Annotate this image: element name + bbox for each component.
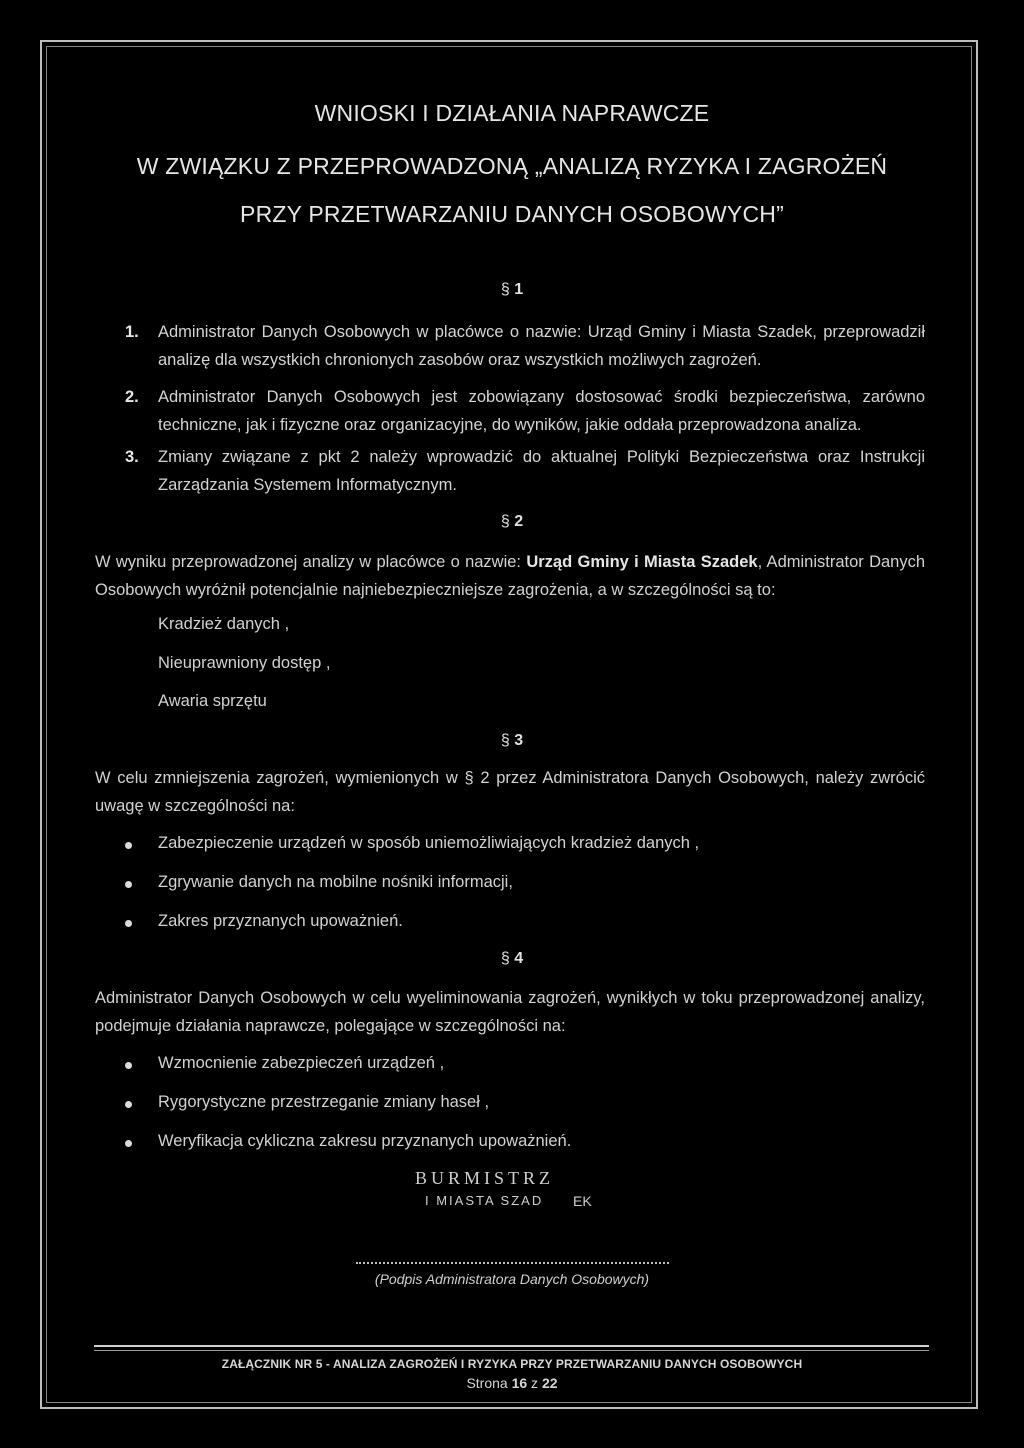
threat-item: Awaria sprzętu (158, 692, 267, 710)
section-number: 2 (514, 513, 524, 530)
section-symbol: § (500, 513, 510, 530)
title-line-3: PRZY PRZETWARZANIU DANYCH OSOBOWYCH” (240, 201, 784, 227)
title-line-1: WNIOSKI I DZIAŁANIA NAPRAWCZE (314, 100, 710, 126)
s1-item-1 (125, 318, 925, 374)
footer-rule-thin (94, 1350, 929, 1351)
stamp-subtitle-end: EK (573, 1193, 592, 1209)
bullet-dot-icon (125, 1101, 132, 1108)
s1-item-2 (125, 383, 925, 439)
signature-line (356, 1252, 669, 1264)
s4-intro: Administrator Danych Osobowych w celu wyeliminowania zagrożeń, wynikłych w toku przeprowadzonej analizy, podejmuje działania naprawcze, polegające w szczególności na: (95, 989, 925, 1035)
threat-item: Kradzież danych , (158, 615, 290, 633)
footer-rule (94, 1345, 929, 1347)
bullet-text: Wzmocnienie zabezpieczeń urządzeń , (158, 1054, 445, 1072)
page-number (0, 1375, 1024, 1391)
bullet-dot-icon (125, 1140, 132, 1147)
bullet-dot-icon (125, 881, 132, 888)
page-prefix: Strona (466, 1375, 512, 1391)
section-3-heading (0, 732, 1024, 750)
s2-intro-a: W wyniku przeprowadzonej analizy w placówce o nazwie: (95, 553, 527, 571)
signature-caption: (Podpis Administratora Danych Osobowych) (374, 1271, 650, 1287)
item-number: 1. (125, 323, 139, 341)
section-1-heading (0, 281, 1024, 299)
section-2-heading (0, 513, 1024, 531)
bullet-text: Zgrywanie danych na mobilne nośniki informacji, (158, 873, 513, 891)
item-number: 2. (125, 388, 139, 406)
stamp-title: BURMISTRZ (415, 1168, 555, 1188)
bullet-dot-icon (125, 1062, 132, 1069)
item-text: Administrator Danych Osobowych w placówce o nazwie: Urząd Gminy i Miasta Szadek, przeprowadził analizę dla wszystkich chronionych zasobów oraz wszystkich możliwych zagrożeń. (158, 323, 925, 369)
section-number: 4 (514, 950, 524, 967)
s2-intro-b: , Administrator Danych Osobowych wyróżnił potencjalnie najniebezpieczniejsze zagrożenia, a w szczególności są to: (95, 553, 926, 599)
section-symbol: § (500, 281, 510, 298)
section-number: 1 (514, 281, 524, 298)
footer-title: ZAŁĄCZNIK NR 5 - ANALIZA ZAGROŻEŃ I RYZYKA PRZY PRZETWARZANIU DANYCH OSOBOWYCH (221, 1357, 803, 1371)
section-number: 3 (514, 732, 524, 749)
page-mid: z (527, 1375, 542, 1391)
item-text: Administrator Danych Osobowych jest zobowiązany dostosować środki bezpieczeństwa, zarówno techniczne, jak i fizyczne oraz organizacyjne, do wyników, jakie oddała przeprowadzona analiza. (158, 388, 925, 434)
bullet-text: Rygorystyczne przestrzeganie zmiany haseł , (158, 1093, 490, 1111)
s3-intro: W celu zmniejszenia zagrożeń, wymienionych w § 2 przez Administratora Danych Osobowych, należy zwrócić uwagę w szczególności na: (95, 769, 925, 815)
s2-intro-bold: Urząd Gminy i Miasta Szadek (526, 553, 758, 571)
section-symbol: § (500, 732, 510, 749)
title-line-2: W ZWIĄZKU Z PRZEPROWADZONĄ „ANALIZĄ RYZYKA I ZAGROŻEŃ (136, 153, 888, 179)
s1-item-3 (125, 443, 925, 499)
stamp-subtitle (425, 1193, 595, 1213)
bullet-dot-icon (125, 920, 132, 927)
bullet-text: Zabezpieczenie urządzeń w sposób uniemożliwiających kradzież danych , (158, 834, 700, 852)
threat-item: Nieuprawniony dostęp , (158, 654, 331, 672)
page-current: 16 (511, 1375, 528, 1391)
item-text: Zmiany związane z pkt 2 należy wprowadzić do aktualnej Polityki Bezpieczeństwa oraz Instrukcji Zarządzania Systemem Informatycznym. (158, 448, 925, 494)
section-symbol: § (500, 950, 510, 967)
section-4-heading (0, 950, 1024, 968)
stamp-subtitle-faded: I MIASTA SZAD (425, 1193, 544, 1208)
bullet-text: Zakres przyznanych upoważnień. (158, 912, 403, 930)
bullet-text: Weryfikacja cykliczna zakresu przyznanych upoważnień. (158, 1132, 572, 1150)
s2-intro (95, 548, 925, 604)
item-number: 3. (125, 448, 139, 466)
bullet-dot-icon (125, 842, 132, 849)
page-total: 22 (541, 1375, 558, 1391)
